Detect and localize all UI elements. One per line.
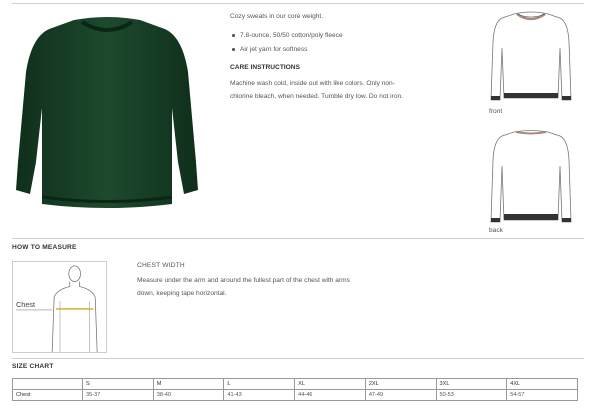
size-header-cell: 4XL [507,379,578,390]
size-value-cell: 35-37 [83,390,154,401]
size-value-cell: 50-53 [436,390,507,401]
feature-item: 7.8-ounce, 50/50 cotton/poly fleece [230,31,480,41]
care-instructions-text: Machine wash cold, inside out with like colors. Only non-chlorine bleach, when needed. Tumble dry low. Do not iron. [230,79,404,100]
size-header-cell: 2XL [365,379,436,390]
size-value-cell: 41-43 [224,390,295,401]
back-label: back [489,227,503,234]
feature-item: Air jet yarn for softness [230,45,480,55]
header-empty-cell [13,379,83,390]
section-divider [12,358,584,359]
description-intro: Cozy sweats in our core weight. [230,13,324,20]
size-header-cell: XL [295,379,366,390]
product-description [230,12,480,103]
feature-list [230,31,480,55]
size-header-row [13,379,578,390]
size-value-cell: 47-49 [365,390,436,401]
chest-row [13,390,578,401]
size-value-cell: 44-46 [295,390,366,401]
section-divider [12,238,584,239]
size-chart-table [12,378,578,401]
front-label: front [489,108,503,115]
row-label-cell: Chest [13,390,83,401]
front-flat-sketch [490,8,572,108]
chest-width-text: Measure under the arm and around the fullest part of the chest with arms down, keeping tape horizontal. [137,277,350,298]
size-header-cell: M [153,379,224,390]
chest-width-title: CHEST WIDTH [137,262,185,269]
sweatshirt-product-image [12,12,202,220]
size-value-cell: 38-40 [153,390,224,401]
top-divider [12,3,584,4]
care-instructions-title: CARE INSTRUCTIONS [230,63,300,71]
size-header-cell: L [224,379,295,390]
measure-figure-image [12,261,107,353]
size-value-cell: 54-57 [507,390,578,401]
how-to-measure-title: HOW TO MEASURE [12,244,77,251]
chest-figure-label: Chest [15,300,36,309]
size-header-cell: S [83,379,154,390]
back-flat-sketch [490,126,572,226]
size-header-cell: 3XL [436,379,507,390]
size-chart-title: SIZE CHART [12,363,54,370]
